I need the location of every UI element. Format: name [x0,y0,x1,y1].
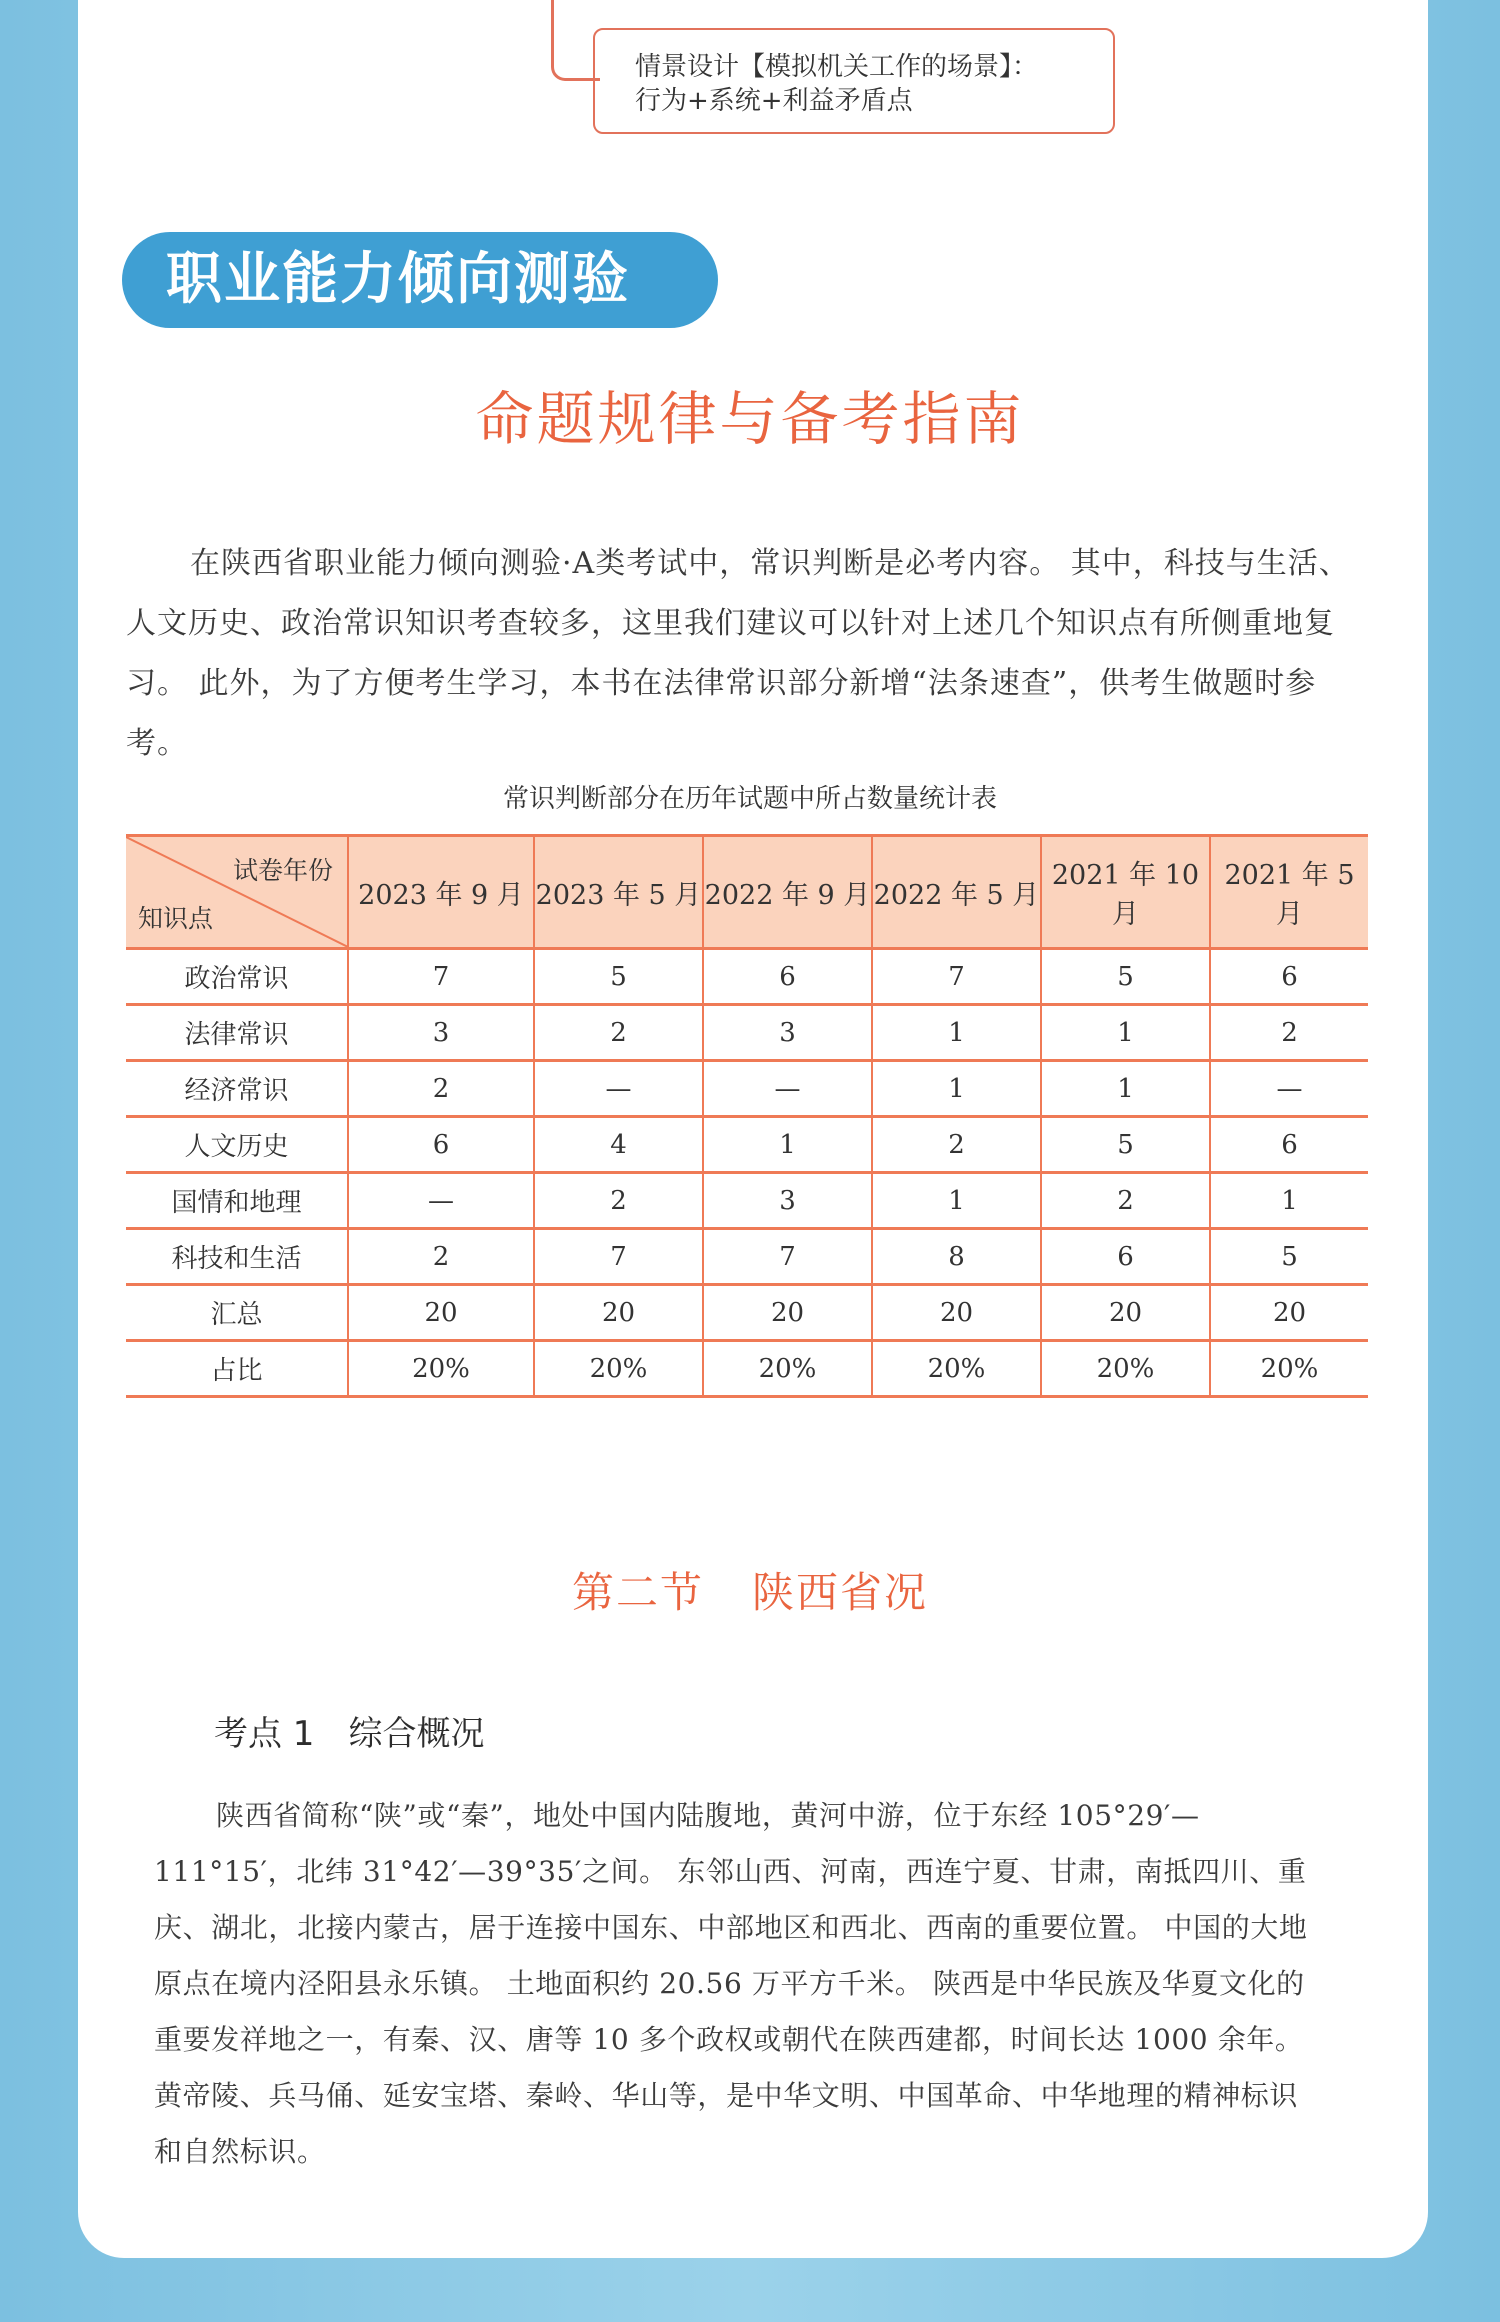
table-row [126,1061,1368,1117]
exam-point-name: 综合概况 [348,1714,485,1754]
table-row [126,1341,1368,1397]
table-cell: 6 [1210,949,1368,1005]
table-cell: 6 [703,949,872,1005]
table-cell: 1 [1041,1061,1210,1117]
table-cell: 2 [872,1117,1041,1173]
table-cell: 6 [1041,1229,1210,1285]
exam-point-number: 考点 1 [214,1714,315,1754]
table-row [126,949,1368,1005]
overview-paragraph: 陕西省简称“陕”或“秦”，地处中国内陆腹地，黄河中游，位于东经 105°29′—111°15′，北纬 31°42′—39°35′之间。 东邻山西、河南，西连宁夏、甘肃，南抵四川、重庆、湖北，北接内蒙古，居于连接中国东、中部地区和西北、西南的重要位置。 中国的大地原点在境内泾阳县永乐镇。 土地面积约 20.56 万平方千米。 陕西是中华民族及华夏文化的重要发祥地之一，有秦、汉、唐等 10 多个政权或朝代在陕西建都，时间长达 1000 余年。 黄帝陵、兵马俑、延安宝塔、秦岭、华山等，是中华文明、中国革命、中华地理的精神标识和自然标识。 [154,1799,1308,2168]
table-corner-cell [126,836,348,949]
table-cell: 2 [348,1229,534,1285]
row-label: 国情和地理 [126,1173,348,1229]
table-cell: — [534,1061,703,1117]
table-cell: 5 [534,949,703,1005]
table-cell: 3 [703,1173,872,1229]
scenario-line-2: 行为+系统+利益矛盾点 [635,86,913,116]
table-cell: 20 [1210,1285,1368,1341]
page-title: 命题规律与备考指南 [475,385,1025,453]
table-cell: 7 [534,1229,703,1285]
table-row [126,1117,1368,1173]
table-row [126,1285,1368,1341]
table-cell: 20% [534,1341,703,1397]
table-cell: 6 [1210,1117,1368,1173]
table-row [126,1005,1368,1061]
table-cell: 20% [1041,1341,1210,1397]
table-cell: 20 [703,1285,872,1341]
table-cell: 20% [1210,1341,1368,1397]
table-cell: 20% [872,1341,1041,1397]
column-header: 2021 年 5 月 [1210,836,1368,949]
table-row [126,1229,1368,1285]
corner-label-topic: 知识点 [138,904,214,933]
row-label: 科技和生活 [126,1229,348,1285]
table-cell: 5 [1041,1117,1210,1173]
table-cell: 5 [1041,949,1210,1005]
section-number: 第二节 [571,1568,704,1617]
column-header: 2023 年 9 月 [348,836,534,949]
table-cell: 1 [1041,1005,1210,1061]
section-name: 陕西省况 [752,1568,929,1617]
section-heading [0,1560,1500,1620]
table-cell: 1 [1210,1173,1368,1229]
column-header: 2021 年 10 月 [1041,836,1210,949]
scenario-line-1: 情景设计【模拟机关工作的场景】： [635,52,1039,82]
row-label: 汇总 [126,1285,348,1341]
row-label: 经济常识 [126,1061,348,1117]
column-header: 2022 年 9 月 [703,836,872,949]
table-cell: 6 [348,1117,534,1173]
exam-point-heading [214,1706,518,1755]
table-header-row [126,836,1368,949]
table-cell: 20 [348,1285,534,1341]
table-cell: 20 [534,1285,703,1341]
section-badge: 职业能力倾向测验 [122,232,718,328]
row-label: 占比 [126,1341,348,1397]
table-cell: 1 [872,1061,1041,1117]
column-header: 2022 年 5 月 [872,836,1041,949]
table-row [126,1173,1368,1229]
table-cell: 4 [534,1117,703,1173]
table-cell: 2 [1041,1173,1210,1229]
intro-paragraph: 在陕西省职业能力倾向测验·A类考试中，常识判断是必考内容。 其中，科技与生活、人文历史、政治常识知识考查较多，这里我们建议可以针对上述几个知识点有所侧重地复习。 此外，为了方便考生学习，本书在法律常识部分新增“法条速查”，供考生做题时参考。 [126,546,1350,761]
row-label: 法律常识 [126,1005,348,1061]
corner-label-year: 试卷年份 [232,856,333,885]
table-cell: 7 [872,949,1041,1005]
table-cell: — [348,1173,534,1229]
table-cell: 3 [348,1005,534,1061]
table-cell: — [703,1061,872,1117]
table-caption: 常识判断部分在历年试题中所占数量统计表 [502,784,997,814]
table-cell: 5 [1210,1229,1368,1285]
scenario-design-box [593,28,1115,134]
row-label: 政治常识 [126,949,348,1005]
statistics-table [126,834,1368,1398]
table-cell: 2 [1210,1005,1368,1061]
table-cell: 20% [348,1341,534,1397]
tree-connector-vertical [551,0,554,62]
table-cell: 1 [872,1173,1041,1229]
table-cell: 2 [534,1005,703,1061]
table-cell: 20 [1041,1285,1210,1341]
table-cell: 3 [703,1005,872,1061]
table-cell: 8 [872,1229,1041,1285]
row-label: 人文历史 [126,1117,348,1173]
table-cell: 2 [534,1173,703,1229]
table-cell: 1 [703,1117,872,1173]
table-cell: 7 [703,1229,872,1285]
table-cell: — [1210,1061,1368,1117]
table-cell: 7 [348,949,534,1005]
column-header: 2023 年 5 月 [534,836,703,949]
table-cell: 1 [872,1005,1041,1061]
table-cell: 20 [872,1285,1041,1341]
table-cell: 2 [348,1061,534,1117]
table-cell: 20% [703,1341,872,1397]
